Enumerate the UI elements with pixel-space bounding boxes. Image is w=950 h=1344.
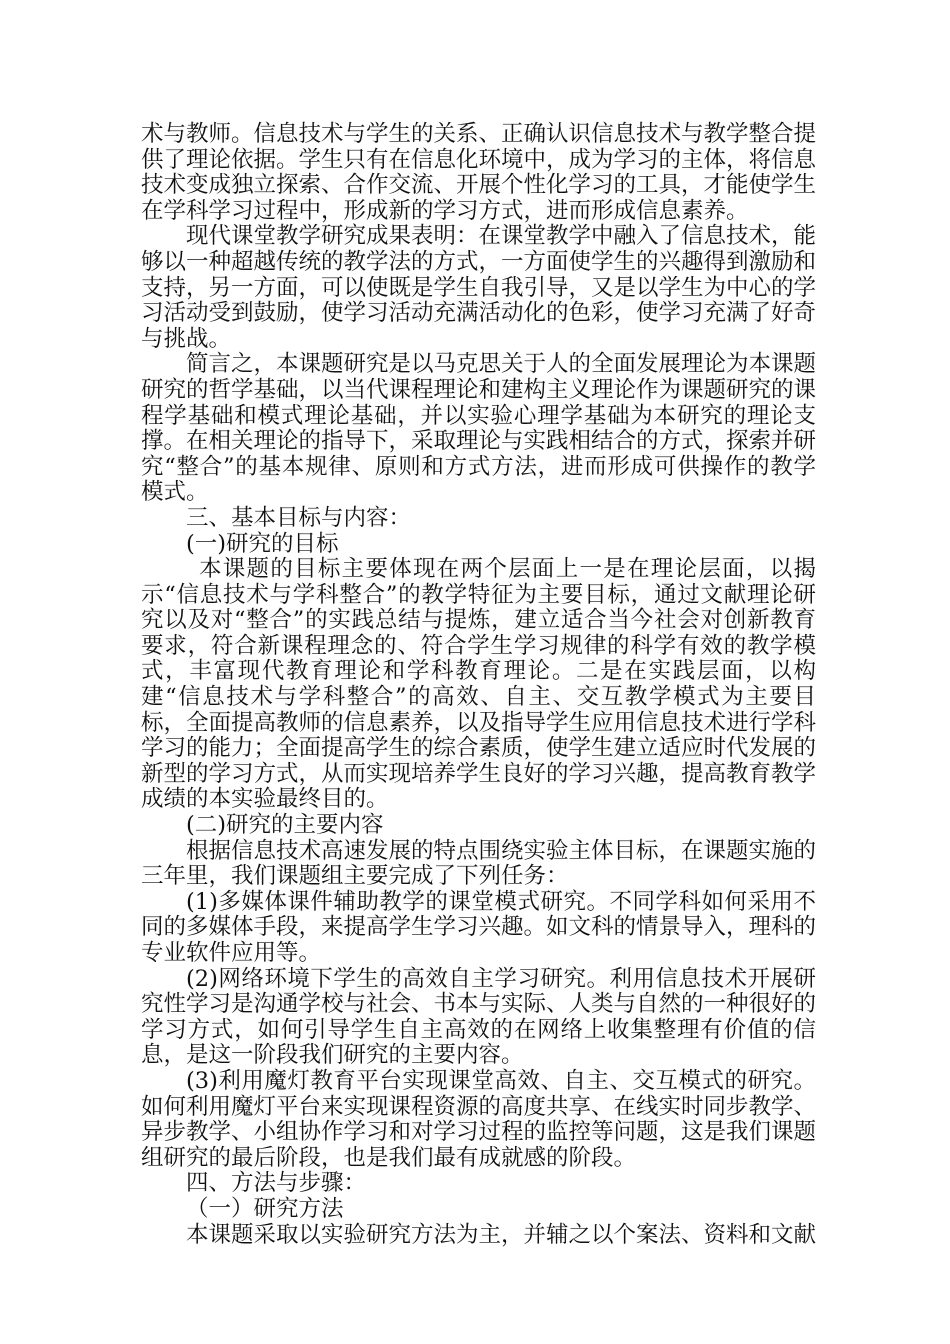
- section-heading-methods: 四、方法与步骤：: [186, 1170, 367, 1197]
- subsection-heading-content: (二)研究的主要内容: [186, 812, 384, 839]
- paragraph-continuation: 术与教师。信息技术与学生的关系、正确认识信息技术与教学整合提供了理论依据。学生只有在信息化环境中，成为学习的主体，将信息技术变成独立探索、合作交流、开展个性化学习的工具，才能使学生在学科学习过程中，形成新的学习方式，进而形成信息素养。: [141, 121, 817, 224]
- list-item-task-2: (2)网络环境下学生的高效自主学习研究。利用信息技术开展研究性学习是沟通学校与社会、书本与实际、人类与自然的一种很好的学习方式，如何引导学生自主高效的在网络上收集整理有价值的信息，是这一阶段我们研究的主要内容。: [141, 965, 817, 1069]
- list-item-task-3: (3)利用魔灯教育平台实现课堂高效、自主、交互模式的研究。如何利用魔灯平台来实现课程资源的高度共享、在线实时同步教学、异步教学、小组协作学习和对学习过程的监控等问题，这是我们课题组研究的最后阶段，也是我们最有成就感的阶段。: [141, 1067, 817, 1171]
- subsection-heading-goals: (一)研究的目标: [186, 530, 339, 557]
- section-heading-goals: 三、基本目标与内容：: [186, 504, 412, 531]
- subsection-heading-methods: （一）研究方法: [186, 1195, 344, 1222]
- paragraph-research-results: 现代课堂教学研究成果表明：在课堂教学中融入了信息技术，能够以一种超越传统的教学法的方式，一方面使学生的兴趣得到激励和支持，另一方面，可以使既是学生自我引导，又是以学生为中心的学习活动受到鼓励，使学习活动充满活动化的色彩，使学习充满了好奇与挑战。: [141, 223, 817, 352]
- paragraph-summary: 简言之，本课题研究是以马克思关于人的全面发展理论为本课题研究的哲学基础，以当代课程理论和建构主义理论作为课题研究的课程学基础和模式理论基础，并以实验心理学基础为本研究的理论支撑。在相关理论的指导下，采取理论与实践相结合的方式，探索并研究“整合”的基本规律、原则和方式方法，进而形成可供操作的教学模式。: [141, 351, 817, 506]
- list-item-task-1: (1)多媒体课件辅助教学的课堂模式研究。不同学科如何采用不同的多媒体手段，来提高学生学习兴趣。如文科的情景导入，理科的专业软件应用等。: [141, 888, 817, 966]
- document-body: [141, 122, 816, 1248]
- paragraph-tasks-intro: 根据信息技术高速发展的特点围绕实验主体目标，在课题实施的三年里，我们课题组主要完成了下列任务：: [141, 837, 817, 890]
- paragraph-goals: 本课题的目标主要体现在两个层面上一是在理论层面，以揭示“信息技术与学科整合”的教学特征为主要目标，通过文献理论研究以及对“整合”的实践总结与提炼，建立适合当今社会对创新教育要求，符合新课程理念的、符合学生学习规律的科学有效的教学模式，丰富现代教育理论和学科教育理论。二是在实践层面，以构建“信息技术与学科整合”的高效、自主、交互教学模式为主要目标，全面提高教师的信息素养，以及指导学生应用信息技术进行学科学习的能力；全面提高学生的综合素质，使学生建立适应时代发展的新型的学习方式，从而实现培养学生良好的学习兴趣，提高教育教学成绩的本实验最终目的。: [141, 556, 817, 813]
- paragraph-methods: 本课题采取以实验研究方法为主，并辅之以个案法、资料和文献: [186, 1221, 817, 1248]
